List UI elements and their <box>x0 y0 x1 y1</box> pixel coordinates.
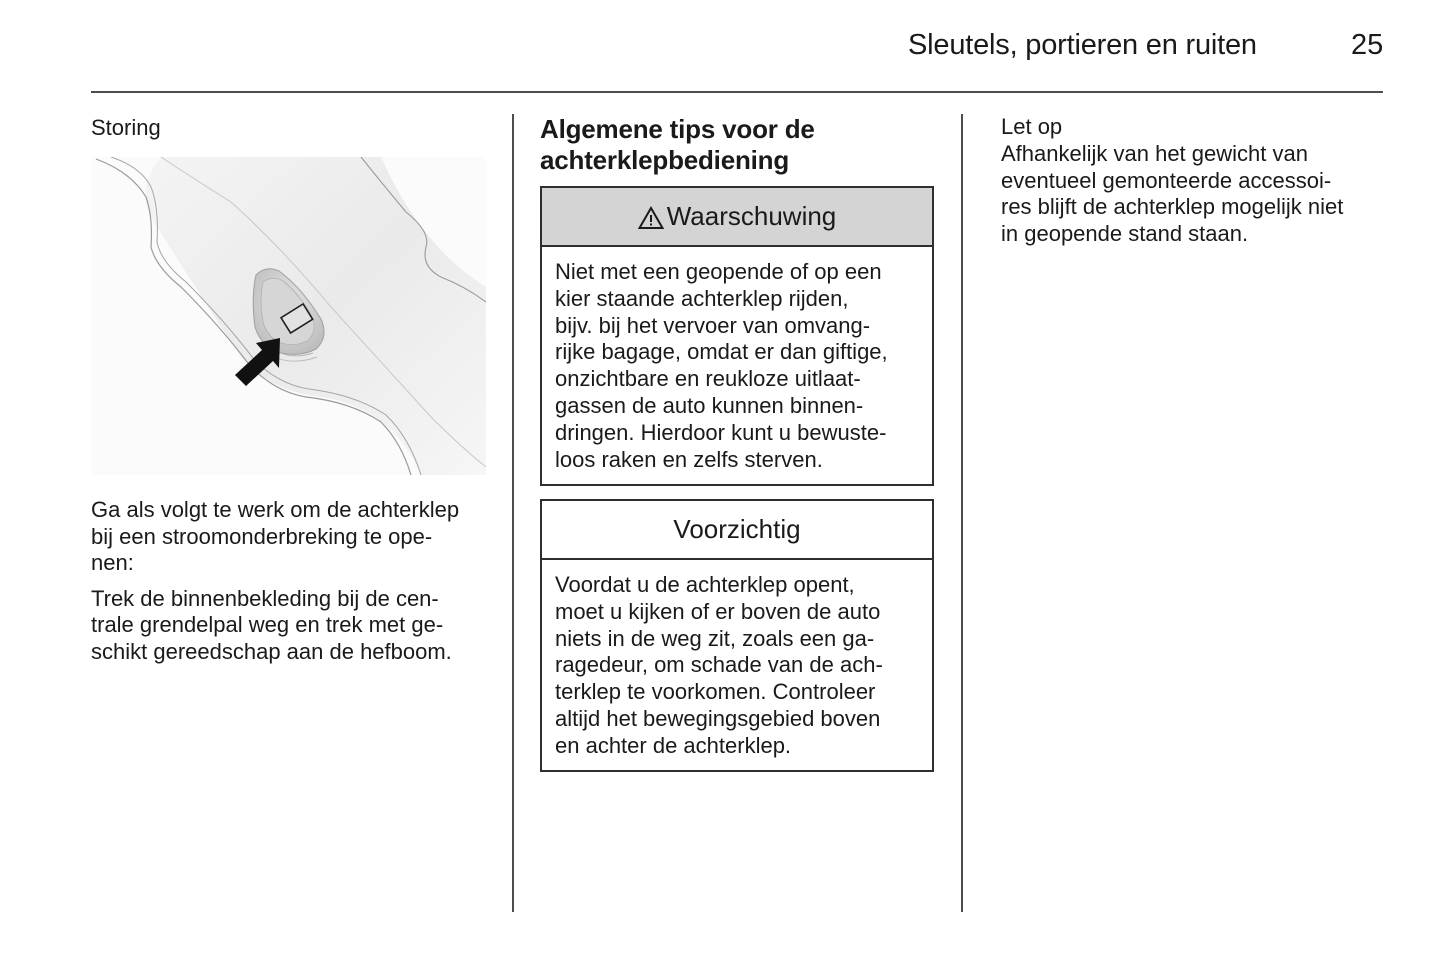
caution-box-header <box>542 501 932 560</box>
header-divider <box>91 91 1383 93</box>
warning-body: Niet met een geopende of op een kier staande achterklep rijden, bijv. bij het vervoer van omvang- rijke bagage, omdat er dan giftige, onzichtbare en reukloze uitlaat- gassen de auto kunnen binnen- dringen. Hierdoor kunt u bewuste- loos raken en zelfs sterven. <box>555 259 888 472</box>
page-number: 25 <box>1351 29 1384 61</box>
column-left <box>91 114 491 666</box>
column-middle <box>540 114 934 772</box>
warning-title: Waarschuwing <box>666 201 837 231</box>
warning-box <box>540 186 934 486</box>
note-label: Let op <box>1001 114 1063 139</box>
caution-box <box>540 499 934 772</box>
column-right <box>1001 114 1391 248</box>
subheading-storing: Storing <box>91 115 161 140</box>
paragraph-instruction: Trek de binnenbekleding bij de cen- trale grendelpal weg en trek met ge- schikt gereedschap aan de hefboom. <box>91 585 452 664</box>
section-heading: Algemene tips voor de achterklepbediening <box>540 114 815 175</box>
warning-triangle-icon <box>638 206 664 230</box>
column-divider-right <box>961 114 963 912</box>
warning-box-header <box>542 188 932 247</box>
paragraph-intro: Ga als volgt te werk om de achterklep bij een stroomonderbreking te ope- nen: <box>91 497 460 576</box>
tailgate-latch-illustration <box>91 157 486 475</box>
note-text: Afhankelijk van het gewicht van eventueel gemonteerde accessoi- res blijft de achterklep mogelijk niet in geopende stand staan. <box>1001 140 1344 247</box>
page-header-title: Sleutels, portieren en ruiten <box>908 29 1257 61</box>
caution-body: Voordat u de achterklep opent, moet u kijken of er boven de auto niets in de weg zit, zoals een ga- ragedeur, om schade van de ach- terklep te voorkomen. Controleer altijd het bewegingsgebied boven en achter de achterklep. <box>555 572 883 758</box>
caution-title: Voorzichtig <box>673 514 801 544</box>
column-divider-left <box>512 114 514 912</box>
